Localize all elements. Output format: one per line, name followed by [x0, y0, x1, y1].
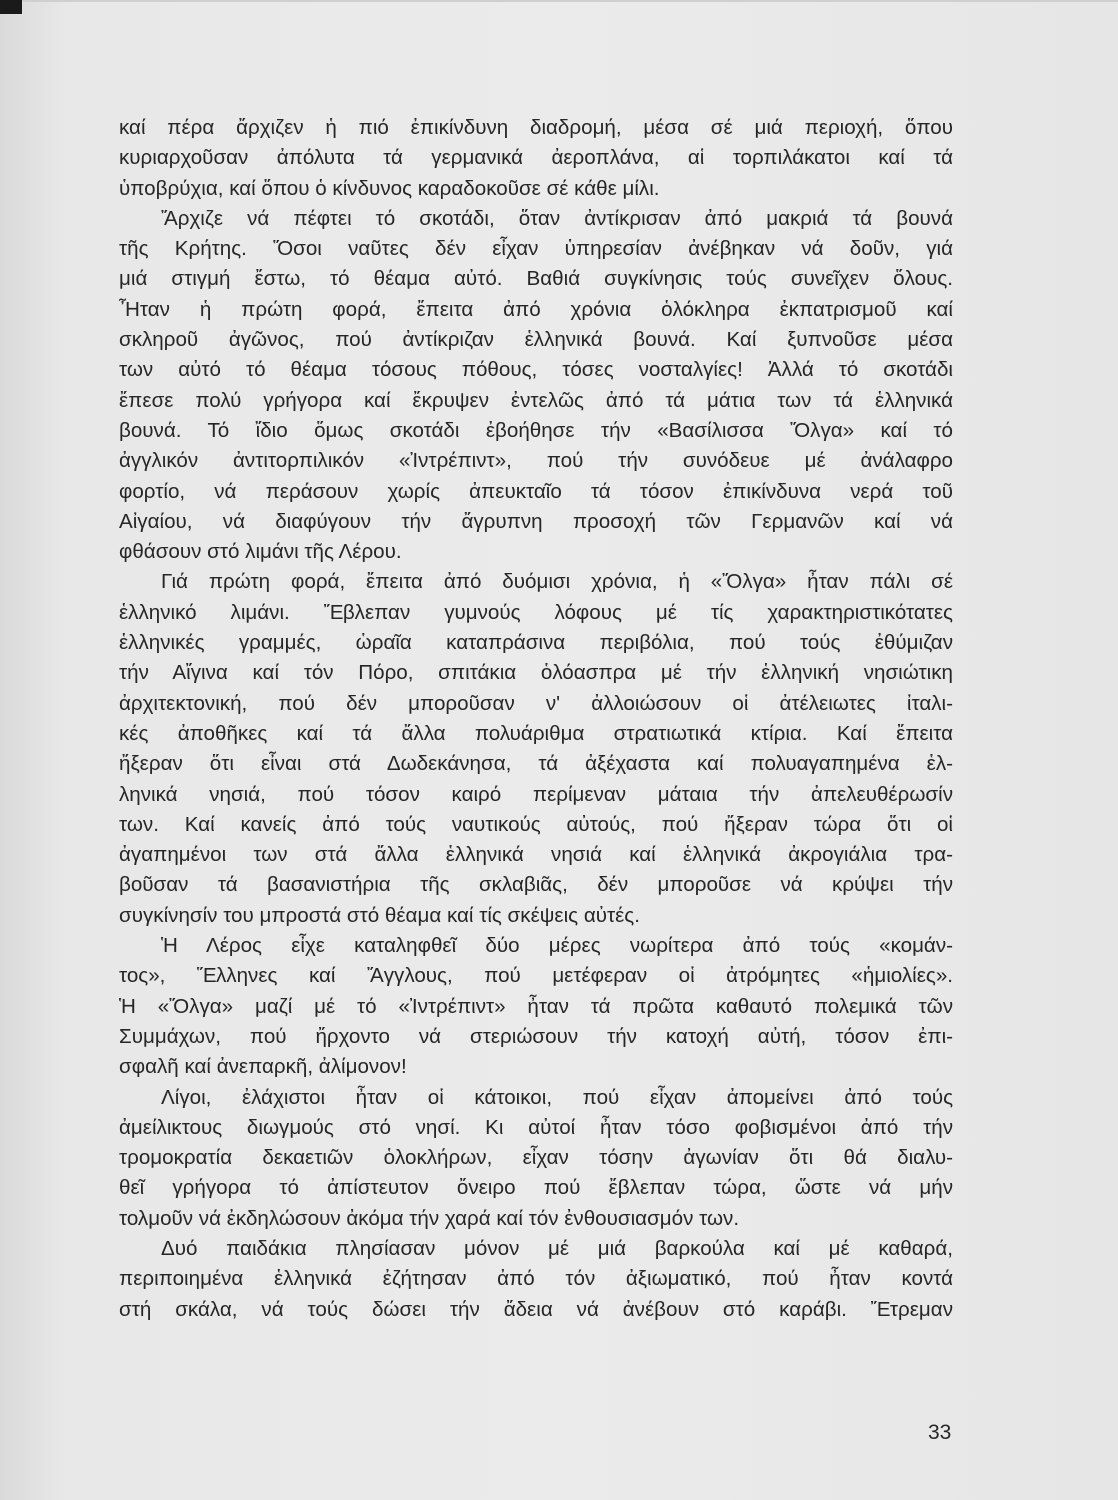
text-line: ἀμείλικτους διωγμούς στό νησί. Κι αὐτοί ἦταν τόσο φοβισμένοι ἀπό τήν: [119, 1115, 953, 1139]
text-line: ἀγαπημένοι των στά ἄλλα ἑλληνικά νησιά καί ἑλληνικά ἀκρογιάλια τρα-: [119, 843, 953, 867]
text-line: τος», Ἕλληνες καί Ἄγγλους, πού μετέφεραν οἱ ἀτρόμητες «ἡμιολίες».: [119, 964, 953, 988]
text-line: κές ἀποθῆκες καί τά ἄλλα πολυάριθμα στρατιωτικά κτίρια. Καί ἔπειτα: [119, 721, 953, 745]
text-line: ἔπεσε πολύ γρήγορα καί ἔκρυψεν ἐντελῶς ἀπό τά μάτια των τά ἑλληνικά: [119, 388, 953, 412]
text-line: μιά στιγμή ἔστω, τό θέαμα αὐτό. Βαθιά συγκίνησις τούς συνεῖχεν ὅλους.: [119, 267, 953, 291]
text-line: ἤξεραν ὅτι εἶναι στά Δωδεκάνησα, τά ἀξέχαστα καί πολυαγαπημένα ἑλ-: [119, 752, 953, 776]
text-line: φορτίο, νά περάσουν χωρίς ἀπευκταῖο τά τόσον ἐπικίνδυνα νερά τοῦ: [119, 479, 953, 503]
body-text: [119, 113, 953, 1325]
text-line: Δυό παιδάκια πλησίασαν μόνον μέ μιά βαρκούλα καί μέ καθαρά,: [161, 1236, 953, 1260]
text-line: των αὐτό τό θέαμα τόσους πόθους, τόσες νοσταλγίες! Ἀλλά τό σκοτάδι: [119, 358, 953, 382]
text-line: φθάσουν στό λιμάνι τῆς Λέρου.: [119, 540, 402, 564]
text-line: τρομοκρατία δεκαετιῶν ὁλοκλήρων, εἶχαν τόσην ἀγωνίαν ὅτι θά διαλυ-: [119, 1146, 953, 1170]
text-line: Ἦταν ἡ πρώτη φορά, ἔπειτα ἀπό χρόνια ὁλόκληρα ἐκπατρισμοῦ καί: [119, 297, 953, 321]
scan-edge-line: [22, 0, 1118, 2]
text-line: Γιά πρώτη φορά, ἔπειτα ἀπό δυόμισι χρόνια, ἡ «Ὄλγα» ἦταν πάλι σέ: [161, 570, 953, 594]
text-line: ἀγγλικόν ἀντιτορπιλικόν «Ἰντρέπιντ», πού τήν συνόδευε μέ ἀνάλαφρο: [119, 449, 953, 473]
text-line: τολμοῦν νά ἐκδηλώσουν ἀκόμα τήν χαρά καί τόν ἐνθουσιασμόν των.: [119, 1206, 740, 1230]
text-line: ληνικά νησιά, πού τόσον καιρό περίμεναν μάταια τήν ἀπελευθέρωσίν: [119, 782, 953, 806]
text-line: Ἄρχιζε νά πέφτει τό σκοτάδι, ὅταν ἀντίκρισαν ἀπό μακριά τά βουνά: [161, 206, 953, 230]
text-line: Αἰγαίου, νά διαφύγουν τήν ἄγρυπνη προσοχή τῶν Γερμανῶν καί νά: [119, 509, 953, 533]
text-line: ἀρχιτεκτονική, πού δέν μποροῦσαν ν' ἀλλοιώσουν οἱ ἀτέλειωτες ἰταλι-: [119, 691, 953, 715]
text-line: σκληροῦ ἀγῶνος, πού ἀντίκριζαν ἑλληνικά βουνά. Καί ξυπνοῦσε μέσα: [119, 328, 953, 352]
text-line: κυριαρχοῦσαν ἀπόλυτα τά γερμανικά ἀεροπλάνα, αἱ τορπιλάκατοι καί τά: [119, 146, 953, 170]
text-line: σφαλῆ καί ἀνεπαρκῆ, ἀλίμονον!: [119, 1055, 407, 1079]
text-line: τήν Αἴγινα καί τόν Πόρο, σπιτάκια ὁλόασπρα μέ τήν ἑλληνική νησιώτικη: [119, 661, 953, 685]
text-line: των. Καί κανείς ἀπό τούς ναυτικούς αὐτούς, πού ἤξεραν τώρα ὅτι οἱ: [119, 812, 953, 836]
text-line: καί πέρα ἄρχιζεν ἡ πιό ἐπικίνδυνη διαδρομή, μέσα σέ μιά περιοχή, ὅπου: [119, 116, 953, 139]
text-line: Λίγοι, ἐλάχιστοι ἦταν οἱ κάτοικοι, πού εἶχαν ἀπομείνει ἀπό τούς: [161, 1085, 953, 1109]
text-line: θεῖ γρήγορα τό ἀπίστευτον ὄνειρο πού ἔβλεπαν τώρα, ὥστε νά μήν: [119, 1176, 953, 1200]
text-line: βοῦσαν τά βασανιστήρια τῆς σκλαβιᾶς, δέν μποροῦσε νά κρύψει τήν: [119, 873, 953, 897]
text-line: περιποιημένα ἑλληνικά ἐζήτησαν ἀπό τόν ἀξιωματικό, πού ἦταν κοντά: [119, 1267, 953, 1291]
text-line: τῆς Κρήτης. Ὅσοι ναῦτες δέν εἶχαν ὑπηρεσίαν ἀνέβηκαν νά δοῦν, γιά: [119, 237, 953, 261]
page-number: 33: [928, 1421, 952, 1444]
text-line: στή σκάλα, νά τούς δώσει τήν ἄδεια νά ἀνέβουν στό καράβι. Ἔτρεμαν: [119, 1297, 953, 1321]
scan-corner-mark: [0, 0, 22, 14]
text-line: Ἡ Λέρος εἶχε καταληφθεῖ δύο μέρες νωρίτερα ἀπό τούς «κομάν-: [161, 934, 953, 958]
text-line: συγκίνησίν του μπροστά στό θέαμα καί τίς σκέψεις αὐτές.: [119, 903, 640, 927]
text-line: ἑλληνικές γραμμές, ὡραῖα καταπράσινα περιβόλια, πού τούς ἐθύμιζαν: [119, 631, 953, 655]
text-line: βουνά. Τό ἴδιο ὅμως σκοτάδι ἐβοήθησε τήν «Βασίλισσα Ὄλγα» καί τό: [119, 418, 953, 442]
text-line: Συμμάχων, πού ἤρχοντο νά στεριώσουν τήν κατοχή αὐτή, τόσον ἐπι-: [119, 1024, 953, 1048]
text-line: ὑποβρύχια, καί ὅπου ὁ κίνδυνος καραδοκοῦσε σέ κάθε μίλι.: [119, 176, 660, 200]
text-line: ἑλληνικό λιμάνι. Ἔβλεπαν γυμνούς λόφους μέ τίς χαρακτηριστικότατες: [119, 600, 953, 624]
text-line: Ἡ «Ὄλγα» μαζί μέ τό «Ἰντρέπιντ» ἦταν τά πρῶτα καθαυτό πολεμικά τῶν: [119, 994, 953, 1018]
